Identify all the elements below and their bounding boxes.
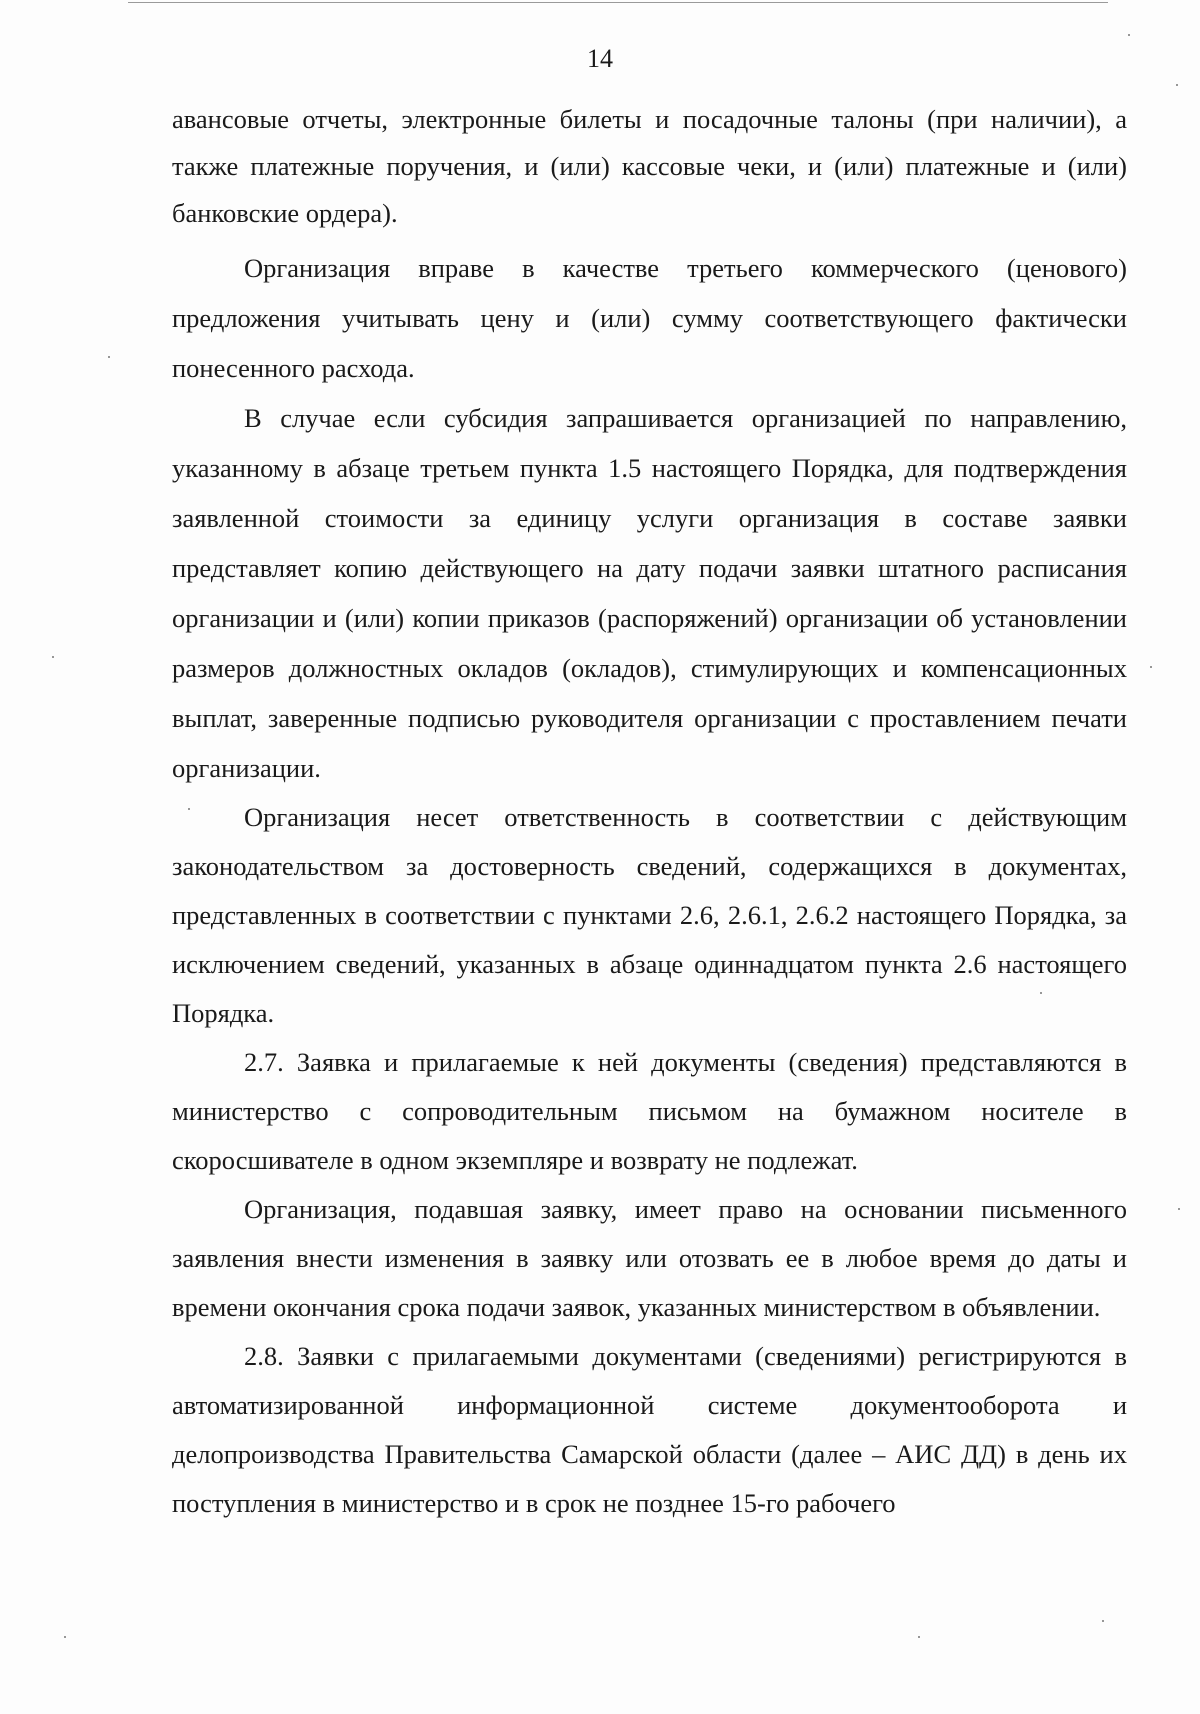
scan-speck bbox=[1150, 666, 1152, 668]
page-number: 14 bbox=[587, 44, 613, 73]
scan-speck bbox=[1040, 992, 1042, 994]
paragraph-continuation: авансовые отчеты, электронные билеты и посадочные талоны (при наличии), а также платежные поручения, и (или) кассовые чеки, и (или) платежные и (или) банковские ордера). bbox=[172, 104, 1127, 228]
scan-speck bbox=[1178, 1208, 1180, 1210]
paragraph-2-7: 2.7. Заявка и прилагаемые к ней документы (сведения) представляются в министерство с сопроводительным письмом на бумажном носителе в скоросшивателе в одном экземпляре и возврату не подлежат. bbox=[172, 1047, 1127, 1175]
document-body bbox=[172, 96, 1127, 1528]
paragraph-application-changes: Организация, подавшая заявку, имеет право на основании письменного заявления внести изменения в заявку или отозвать ее в любое время до даты и времени окончания срока подачи заявок, указанных министерством в объявлении. bbox=[172, 1194, 1127, 1322]
scan-speck bbox=[108, 356, 110, 358]
paragraph-2-8: 2.8. Заявки с прилагаемыми документами (сведениями) регистрируются в автоматизированной информационной системе документооборота и делопроизводства Правительства Самарской области (далее – АИС ДД) в день их поступления в министерство и в срок не позднее 15-го рабочего bbox=[172, 1341, 1127, 1518]
scan-speck bbox=[918, 1636, 920, 1638]
scan-speck bbox=[52, 656, 54, 658]
scan-top-edge bbox=[128, 2, 1108, 3]
scan-speck bbox=[1176, 84, 1178, 86]
scan-speck bbox=[188, 808, 190, 810]
paragraph-responsibility: Организация несет ответственность в соответствии с действующим законодательством за достоверность сведений, содержащихся в документах, представленных в соответствии с пунктами 2.6, 2.6.1, 2.6.2 настоящего Порядка, за исключением сведений, указанных в абзаце одиннадцатом пункта 2.6 настоящего Порядка. bbox=[172, 802, 1127, 1028]
paragraph-staff-schedule: В случае если субсидия запрашивается организацией по направлению, указанному в абзаце третьем пункта 1.5 настоящего Порядка, для подтверждения заявленной стоимости за единицу услуги организация в составе заявки представляет копию действующего на дату подачи заявки штатного расписания организации и (или) копии приказов (распоряжений) организации об установлении размеров должностных окладов (окладов), стимулирующих и компенсационных выплат, заверенные подписью руководителя организации с проставлением печати организации. bbox=[172, 403, 1127, 783]
scan-speck bbox=[1102, 1620, 1104, 1622]
scan-speck bbox=[1128, 34, 1130, 36]
scan-speck bbox=[64, 1636, 66, 1638]
paragraph-commercial-offer: Организация вправе в качестве третьего коммерческого (ценового) предложения учитывать цену и (или) сумму соответствующего фактически понесенного расхода. bbox=[172, 253, 1127, 383]
